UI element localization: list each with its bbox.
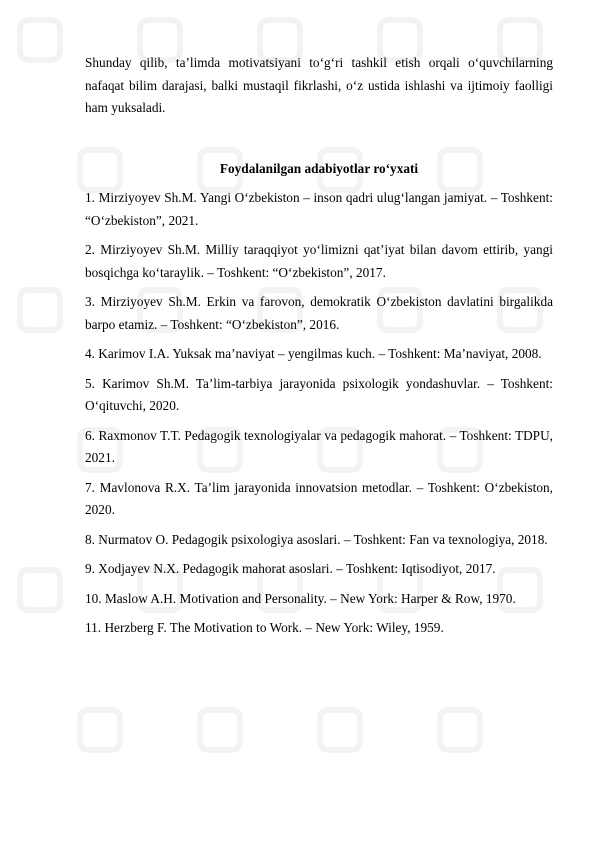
reference-item: 1. Mirziyoyev Sh.M. Yangi O‘zbekiston – inson qadri ulug‘langan jamiyat. – Toshkent: “O‘zbekiston”, 2021. [85,190,553,228]
reference-item: 4. Karimov I.A. Yuksak ma’naviyat – yengilmas kuch. – Toshkent: Ma’naviyat, 2008. [85,346,542,361]
reference-item: 11. Herzberg F. The Motivation to Work. – New York: Wiley, 1959. [85,620,444,635]
reference-item: 10. Maslow A.H. Motivation and Personality. – New York: Harper & Row, 1970. [85,590,516,606]
reference-item: 5. Karimov Sh.M. Ta’lim-tarbiya jarayonida psixologik yondashuvlar. – Toshkent: O‘qituvchi, 2020. [85,375,553,413]
reference-item: 3. Mirziyoyev Sh.M. Erkin va farovon, demokratik O‘zbekiston davlatini birgalikda barpo etamiz. – Toshkent: “O‘zbekiston”, 2016. [85,294,553,332]
intro-paragraph: Shunday qilib, ta’limda motivatsiyani to‘g‘ri tashkil etish orqali o‘quvchilarning nafaqat bilim darajasi, balki mustaqil fikrlashi, o‘z ustida ishlashi va ijtimoiy faolligi ham yuksaladi. [85,55,553,115]
references-title: Foydalanilgan adabiyotlar ro‘yxati [219,160,419,176]
reference-item: 6. Raxmonov T.T. Pedagogik texnologiyalar va pedagogik mahorat. – Toshkent: TDPU, 2021. [85,427,553,465]
references-list [85,187,553,640]
reference-item: 7. Mavlonova R.X. Ta’lim jarayonida innovatsion metodlar. – Toshkent: O‘zbekiston, 2020. [85,479,553,517]
page-content [85,52,553,647]
reference-item: 8. Nurmatov O. Pedagogik psixologiya asoslari. – Toshkent: Fan va texnologiya, 2018. [85,531,548,547]
reference-item: 2. Mirziyoyev Sh.M. Milliy taraqqiyot yo‘limizni qat’iyat bilan davom ettirib, yangi bosqichga ko‘taraylik. – Toshkent: “O‘zbekiston”, 2017. [85,242,553,280]
reference-item: 9. Xodjayev N.X. Pedagogik mahorat asoslari. – Toshkent: Iqtisodiyot, 2017. [85,561,496,576]
